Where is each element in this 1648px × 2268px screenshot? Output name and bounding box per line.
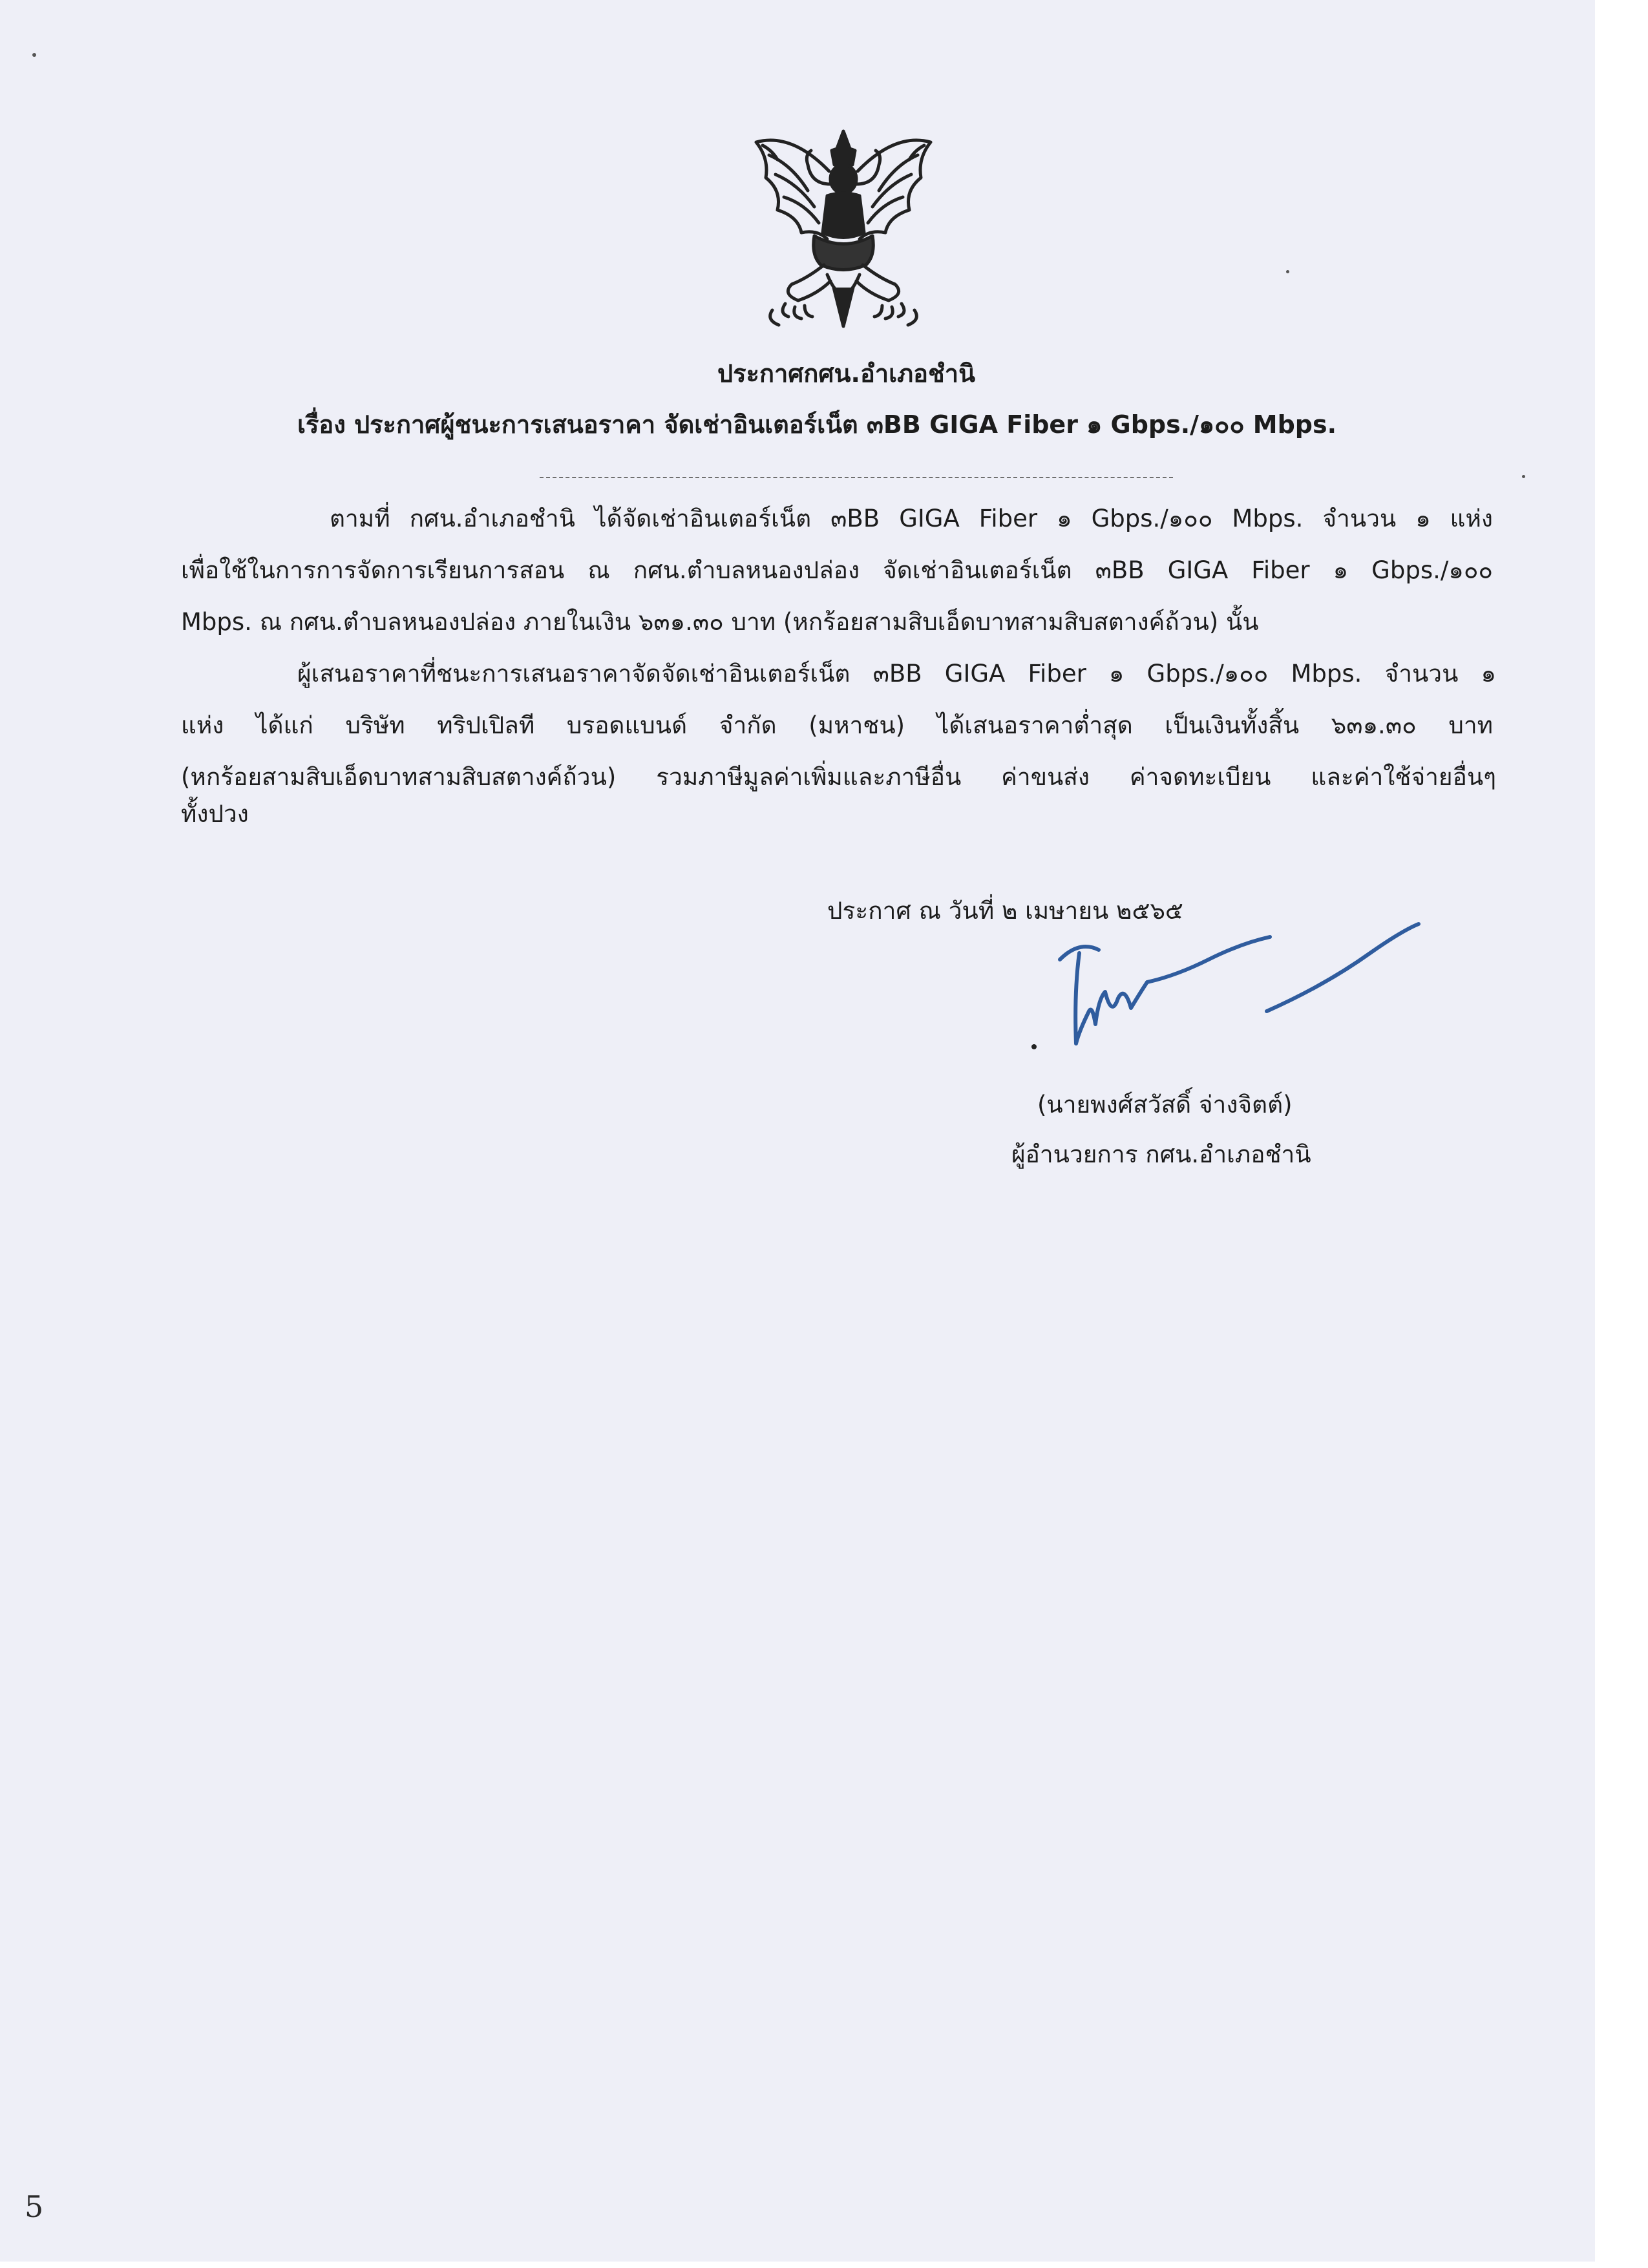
document-subject: เรื่อง ประกาศผู้ชนะการเสนอราคา จัดเช่าอินเตอร์เน็ต ๓BB GIGA Fiber ๑ Gbps./๑๐๐ Mbps. (297, 410, 1337, 439)
paragraph-2-line-4: ทั้งปวง (181, 800, 249, 828)
paragraph-1-line-1: ตามที่ กศน.อำเภอชำนิ ได้จัดเช่าอินเตอร์เน็ต ๓BB GIGA Fiber ๑ Gbps./๑๐๐ Mbps. จำนวน ๑ แห่ง (330, 505, 1493, 532)
title-divider (540, 477, 1173, 478)
paragraph-1-line-2: เพื่อใช้ในการการจัดการเรียนการสอน ณ กศน.ตำบลหนองปล่อง จัดเช่าอินเตอร์เน็ต ๓BB GIGA Fiber ๑ Gbps./๑๐๐ (181, 556, 1493, 584)
announcement-date: ประกาศ ณ วันที่ ๒ เมษายน ๒๕๖๕ (827, 897, 1183, 925)
paragraph-2-line-1: ผู้เสนอราคาที่ชนะการเสนอราคาจัดจัดเช่าอินเตอร์เน็ต ๓BB GIGA Fiber ๑ Gbps./๑๐๐ Mbps. จำนวน ๑ (297, 660, 1496, 688)
scan-speck (1522, 475, 1525, 478)
document-header-title: ประกาศกศน.อำเภอชำนิ (717, 359, 976, 388)
paragraph-2-line-2: แห่ง ได้แก่ บริษัท ทริปเปิลที บรอดแบนด์ จำกัด (มหาชน) ได้เสนอราคาต่ำสุด เป็นเงินทั้งสิ้น ๖๓๑.๓๐ บาท (181, 711, 1493, 739)
scan-speck (1286, 270, 1289, 273)
signer-position: ผู้อำนวยการ กศน.อำเภอชำนิ (1011, 1140, 1311, 1168)
paragraph-1-line-3: Mbps. ณ กศน.ตำบลหนองปล่อง ภายในเงิน ๖๓๑.๓๐ บาท (หกร้อยสามสิบเอ็ดบาทสามสิบสตางค์ถ้วน) นั้น (181, 608, 1259, 636)
paragraph-2-line-3: (หกร้อยสามสิบเอ็ดบาทสามสิบสตางค์ถ้วน) รวมภาษีมูลค่าเพิ่มและภาษีอื่น ค่าขนส่ง ค่าจดทะเบียน และค่าใช้จ่ายอื่นๆ (181, 763, 1496, 791)
page-number-mark: 5 (25, 2189, 44, 2224)
signer-name: (นายพงศ์สวัสดิ์ จ่างจิตต์) (1037, 1091, 1293, 1118)
scan-speck (32, 53, 36, 57)
handwritten-signature-icon (1028, 914, 1435, 1063)
garuda-emblem-icon (746, 120, 940, 333)
scan-margin (1595, 0, 1648, 2268)
